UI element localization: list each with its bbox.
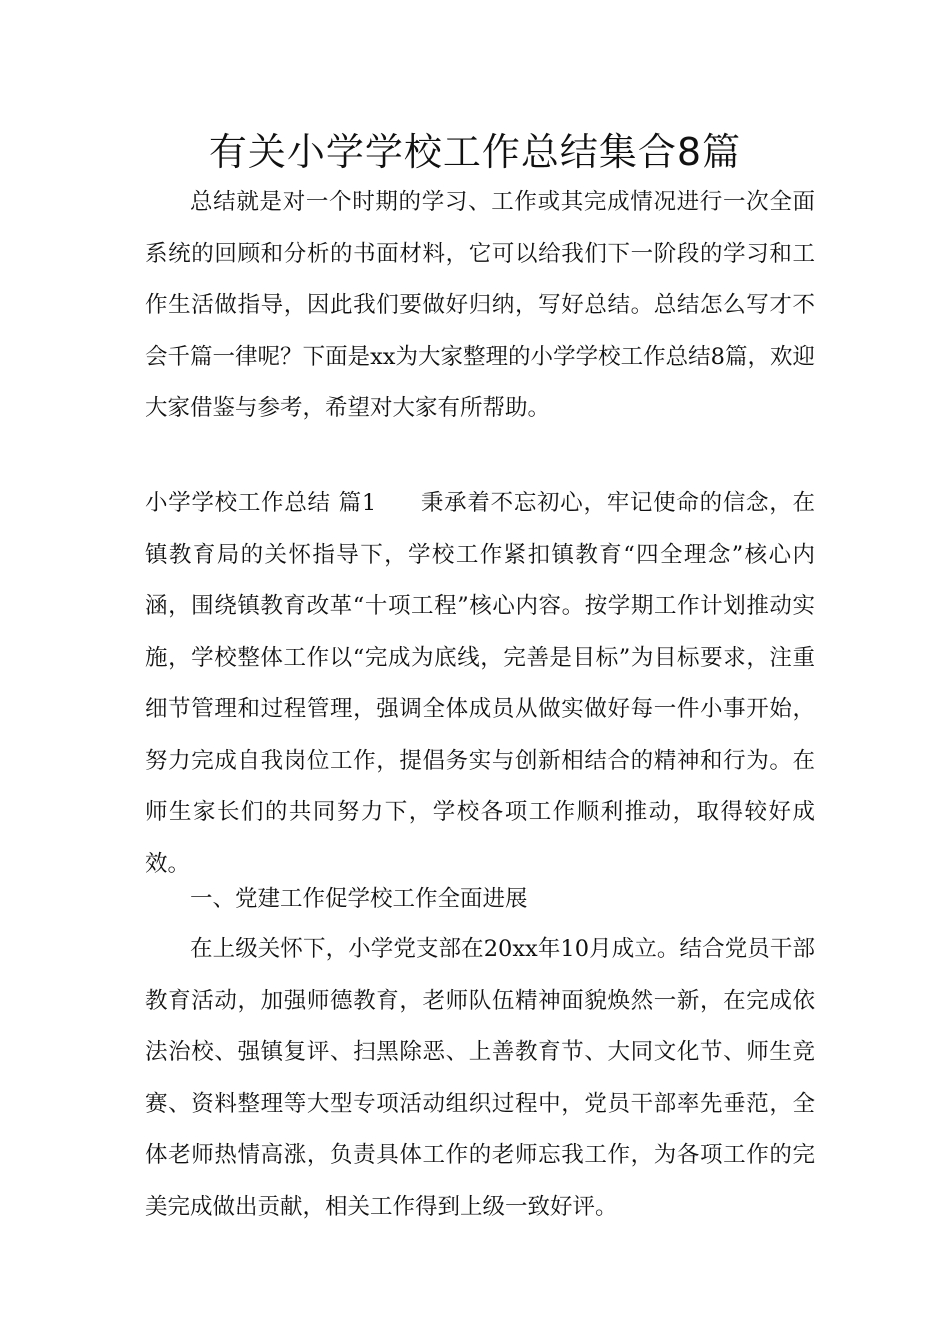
intro-paragraph: 总结就是对一个时期的学习、工作或其完成情况进行一次全面系统的回顾和分析的书面材料，它可以给我们下一阶段的学习和工作生活做指导，因此我们要做好归纳，写好总结。总结怎么写才不会千篇一律呢？下面是xx为大家整理的小学学校工作总结8篇，欢迎大家借鉴与参考，希望对大家有所帮助。 [145,189,815,421]
section-1-paragraph [145,478,815,890]
section-1-label: 小学学校工作总结 篇1 [145,490,377,516]
party-building-paragraph: 在上级关怀下，小学党支部在20xx年10月成立。结合党员干部教育活动，加强师德教育，老师队伍精神面貌焕然一新，在完成依法治校、强镇复评、扫黑除恶、上善教育节、大同文化节、师生竞赛、资料整理等大型专项活动组织过程中，党员干部率先垂范，全体老师热情高涨，负责具体工作的老师忘我工作，为各项工作的完美完成做出贡献，相关工作得到上级一致好评。 [145,936,815,1220]
document-title: 有关小学学校工作总结集合8篇 [208,130,742,174]
section-heading: 一、党建工作促学校工作全面进展 [190,886,528,912]
section-1-body: 秉承着不忘初心，牢记使命的信念，在镇教育局的关怀指导下，学校工作紧扣镇教育“四全理念”核心内涵，围绕镇教育改革“十项工程”核心内容。按学期工作计划推动实施，学校整体工作以“完成为底线，完善是目标”为目标要求，注重细节管理和过程管理，强调全体成员从做实做好每一件小事开始，努力完成自我岗位工作，提倡务实与创新相结合的精神和行为。在师生家长们的共同努力下，学校各项工作顺利推动，取得较好成效。 [145,490,815,877]
